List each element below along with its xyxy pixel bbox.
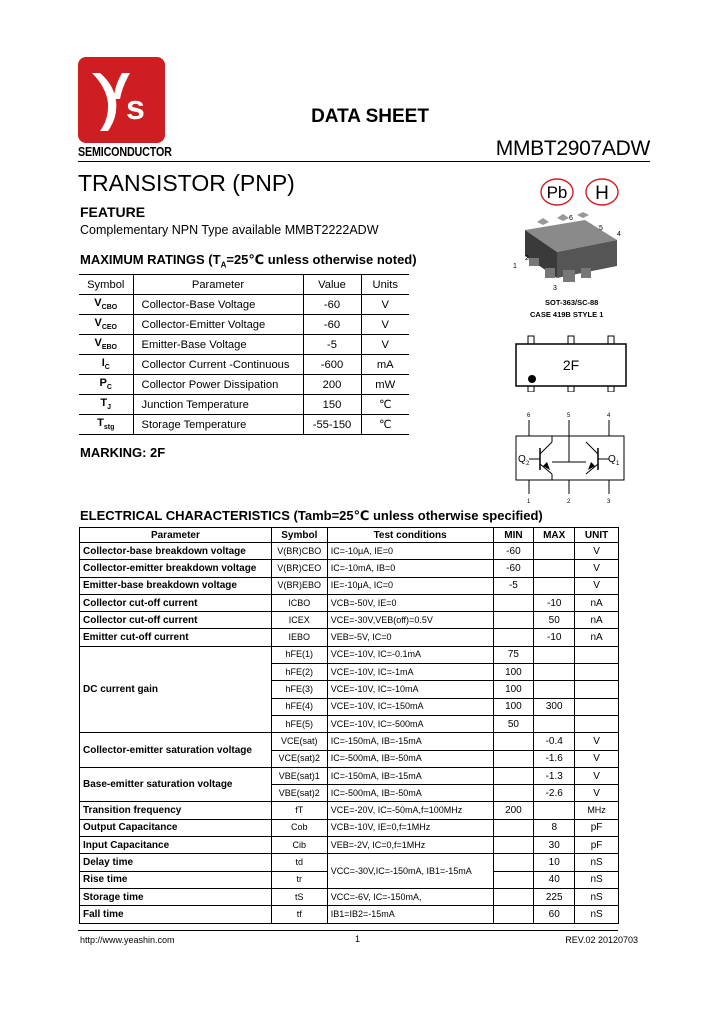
table-cell: VCE=-20V, IC=-50mA,f=100MHz xyxy=(327,802,493,819)
table-cell: 150 xyxy=(303,395,361,415)
table-row xyxy=(80,802,619,819)
table-cell: 225 xyxy=(534,888,575,905)
table-cell: VCB=-10V, IE=0,f=1MHz xyxy=(327,819,493,836)
table-cell: Collector cut-off current xyxy=(80,612,272,629)
table-cell: Storage time xyxy=(80,888,272,905)
table-row xyxy=(80,560,619,577)
table-cell: -5 xyxy=(493,577,534,594)
table-cell xyxy=(493,733,534,750)
table-cell xyxy=(575,646,619,663)
pb-text: Pb xyxy=(546,183,568,202)
table-cell: ICEX xyxy=(271,612,327,629)
table-cell: $P_C$ xyxy=(79,375,133,395)
table-cell xyxy=(534,664,575,681)
table-cell: V(BR)CEO xyxy=(271,560,327,577)
table-cell: IEBO xyxy=(271,629,327,646)
table-cell: 40 xyxy=(534,871,575,888)
table-cell xyxy=(575,664,619,681)
svg-text:4: 4 xyxy=(607,413,611,419)
table-row xyxy=(79,395,409,415)
svg-text:4: 4 xyxy=(617,231,621,238)
table-cell xyxy=(575,698,619,715)
table-cell: VCE(sat)2 xyxy=(271,750,327,767)
table-row xyxy=(79,295,409,315)
table-cell: Emitter-Base Voltage xyxy=(133,335,303,355)
table-cell: ℃ xyxy=(361,415,409,435)
table-cell: V xyxy=(575,560,619,577)
table-cell: Storage Temperature xyxy=(133,415,303,435)
svg-text:5: 5 xyxy=(567,413,571,419)
table-cell: 50 xyxy=(493,715,534,732)
page-title: TRANSISTOR (PNP) xyxy=(78,170,295,196)
table-row xyxy=(80,819,619,836)
table-cell: mW xyxy=(361,375,409,395)
svg-text:s: s xyxy=(126,89,145,127)
table-cell: Collector-Emitter Voltage xyxy=(133,315,303,335)
table-cell xyxy=(493,629,534,646)
table-cell: mA xyxy=(361,355,409,375)
table-cell: V xyxy=(575,577,619,594)
table-cell xyxy=(534,543,575,560)
table-cell: nA xyxy=(575,612,619,629)
max-ratings-table xyxy=(79,274,409,435)
table-cell: tS xyxy=(271,888,327,905)
svg-text:6: 6 xyxy=(569,215,573,222)
table-cell: VBE(sat)2 xyxy=(271,785,327,802)
table-cell: DC current gain xyxy=(80,646,272,732)
table-cell xyxy=(534,646,575,663)
table-cell: 100 xyxy=(493,681,534,698)
table-cell: 200 xyxy=(303,375,361,395)
table-cell xyxy=(534,577,575,594)
table-cell: 75 xyxy=(493,646,534,663)
table-cell xyxy=(534,560,575,577)
table-row xyxy=(79,355,409,375)
table-row xyxy=(80,612,619,629)
table-cell: tr xyxy=(271,871,327,888)
table-cell: 100 xyxy=(493,698,534,715)
table-cell: V xyxy=(361,315,409,335)
table-cell: tf xyxy=(271,906,327,923)
table-cell: V xyxy=(575,733,619,750)
table-cell: -1.6 xyxy=(534,750,575,767)
svg-text:5: 5 xyxy=(599,225,603,232)
table-row xyxy=(80,733,619,750)
table-cell: $V_{CBO}$ xyxy=(79,295,133,315)
table-cell: V(BR)CBO xyxy=(271,543,327,560)
table-cell: VCE=-10V, IC=-1mA xyxy=(327,664,493,681)
table-cell: VCB=-50V, IE=0 xyxy=(327,594,493,611)
table-cell: -60 xyxy=(493,543,534,560)
table-row xyxy=(80,646,619,663)
table-cell: V(BR)EBO xyxy=(271,577,327,594)
table-row xyxy=(79,335,409,355)
table-cell: Cob xyxy=(271,819,327,836)
table-row xyxy=(80,577,619,594)
table-cell: V xyxy=(575,543,619,560)
table-cell: Delay time xyxy=(80,854,272,871)
table-cell: 30 xyxy=(534,837,575,854)
table-cell: -1.3 xyxy=(534,767,575,784)
table-cell xyxy=(575,681,619,698)
table-row xyxy=(79,375,409,395)
rohs-badges xyxy=(530,176,650,212)
table-cell: hFE(4) xyxy=(271,698,327,715)
table-cell: Base-emitter saturation voltage xyxy=(80,767,272,802)
table-row xyxy=(80,528,619,543)
table-cell: nA xyxy=(575,629,619,646)
table-cell: 10 xyxy=(534,854,575,871)
table-cell: IC=-150mA, IB=-15mA xyxy=(327,767,493,784)
table-cell: MIN xyxy=(493,528,534,543)
marking-code: 2F xyxy=(562,357,580,373)
table-cell: $I_C$ xyxy=(79,355,133,375)
table-cell: Collector-emitter saturation voltage xyxy=(80,733,272,768)
table-cell xyxy=(493,750,534,767)
table-cell: nS xyxy=(575,854,619,871)
table-cell: Output Capacitance xyxy=(80,819,272,836)
table-cell: Collector Power Dissipation xyxy=(133,375,303,395)
table-cell: V xyxy=(575,750,619,767)
table-cell: nS xyxy=(575,871,619,888)
table-row xyxy=(80,543,619,560)
table-cell xyxy=(534,681,575,698)
table-cell: -10 xyxy=(534,594,575,611)
header-divider xyxy=(78,161,650,162)
svg-text:1: 1 xyxy=(527,499,531,504)
table-cell xyxy=(493,594,534,611)
table-cell: 100 xyxy=(493,664,534,681)
marking-diagram xyxy=(512,330,632,392)
table-cell: IC=-10mA, IB=0 xyxy=(327,560,493,577)
table-cell: Collector-Base Voltage xyxy=(133,295,303,315)
table-cell: -60 xyxy=(493,560,534,577)
table-cell: Transition frequency xyxy=(80,802,272,819)
table-cell: nS xyxy=(575,906,619,923)
table-cell: $T_{stg}$ xyxy=(79,415,133,435)
table-row xyxy=(80,629,619,646)
table-cell: -2.6 xyxy=(534,785,575,802)
table-cell: nS xyxy=(575,888,619,905)
table-row xyxy=(80,906,619,923)
table-cell: $T_J$ xyxy=(79,395,133,415)
table-row xyxy=(80,767,619,784)
package-name: SOT-363/SC-88 xyxy=(545,298,599,307)
table-cell: MAX xyxy=(534,528,575,543)
table-cell: IC=-500mA, IB=-50mA xyxy=(327,750,493,767)
table-cell xyxy=(493,767,534,784)
table-cell: -0.4 xyxy=(534,733,575,750)
table-cell: pF xyxy=(575,819,619,836)
table-cell: Symbol xyxy=(271,528,327,543)
electrical-heading: ELECTRICAL CHARACTERISTICS (Tamb=25℃ unless otherwise specified) xyxy=(80,508,543,523)
table-cell: 300 xyxy=(534,698,575,715)
table-cell: hFE(5) xyxy=(271,715,327,732)
table-cell: VCE=-30V,VEB(off)=0.5V xyxy=(327,612,493,629)
table-cell xyxy=(493,871,534,888)
table-cell: VCE=-10V, IC=-10mA xyxy=(327,681,493,698)
footer-url[interactable]: http://www.yeashin.com xyxy=(80,935,175,945)
table-row xyxy=(80,888,619,905)
table-cell: Collector Current -Continuous xyxy=(133,355,303,375)
table-cell: VBE(sat)1 xyxy=(271,767,327,784)
company-logo xyxy=(78,57,165,143)
schematic-diagram xyxy=(510,412,630,504)
table-cell: IC=-150mA, IB=-15mA xyxy=(327,733,493,750)
table-cell: td xyxy=(271,854,327,871)
max-ratings-heading: MAXIMUM RATINGS ($T_A=25℃$ unless otherwise noted) xyxy=(80,252,417,270)
doc-title: DATA SHEET xyxy=(311,106,429,127)
table-cell: 8 xyxy=(534,819,575,836)
marking-label: MARKING: 2F xyxy=(80,445,166,460)
table-cell: $V_{CEO}$ xyxy=(79,315,133,335)
table-cell: -5 xyxy=(303,335,361,355)
svg-text:2: 2 xyxy=(526,461,530,467)
table-row xyxy=(79,415,409,435)
table-cell xyxy=(534,802,575,819)
table-cell: Collector-base breakdown voltage xyxy=(80,543,272,560)
table-cell: ℃ xyxy=(361,395,409,415)
table-cell xyxy=(493,819,534,836)
table-cell: -10 xyxy=(534,629,575,646)
table-cell: Emitter cut-off current xyxy=(80,629,272,646)
svg-text:3: 3 xyxy=(607,499,611,504)
table-cell: VCE=-10V, IC=-150mA xyxy=(327,698,493,715)
table-cell: Rise time xyxy=(80,871,272,888)
electrical-table xyxy=(79,527,619,924)
feature-heading: FEATURE xyxy=(80,204,146,220)
company-name: SEMICONDUCTOR xyxy=(78,145,172,159)
table-cell: -60 xyxy=(303,315,361,335)
package-case: CASE 419B STYLE 1 xyxy=(530,310,604,319)
svg-text:1: 1 xyxy=(616,461,620,467)
table-cell: IC=-500mA, IB=-50mA xyxy=(327,785,493,802)
table-cell xyxy=(534,715,575,732)
table-cell: pF xyxy=(575,837,619,854)
table-cell: VCE(sat) xyxy=(271,733,327,750)
table-cell: -55-150 xyxy=(303,415,361,435)
table-cell xyxy=(493,785,534,802)
table-cell xyxy=(493,854,534,871)
svg-text:Q: Q xyxy=(518,454,526,465)
table-cell: hFE(3) xyxy=(271,681,327,698)
table-cell: -60 xyxy=(303,295,361,315)
svg-text:2: 2 xyxy=(525,255,529,262)
table-cell: fT xyxy=(271,802,327,819)
table-cell: 50 xyxy=(534,612,575,629)
table-cell xyxy=(493,888,534,905)
table-cell xyxy=(575,715,619,732)
table-cell: Collector cut-off current xyxy=(80,594,272,611)
table-cell: VEB=-2V, IC=0,f=1MHz xyxy=(327,837,493,854)
table-cell: Emitter-base breakdown voltage xyxy=(80,577,272,594)
table-cell: V xyxy=(575,767,619,784)
table-cell: Fall time xyxy=(80,906,272,923)
table-row xyxy=(79,315,409,335)
svg-text:1: 1 xyxy=(513,263,517,270)
svg-text:6: 6 xyxy=(527,413,531,419)
table-header-row: Symbol Parameter Value Units xyxy=(79,275,409,295)
table-cell: ICBO xyxy=(271,594,327,611)
table-cell: $V_{EBO}$ xyxy=(79,335,133,355)
table-cell: V xyxy=(361,295,409,315)
table-cell xyxy=(493,612,534,629)
table-cell: IC=-10μA, IE=0 xyxy=(327,543,493,560)
svg-text:3: 3 xyxy=(553,285,557,292)
table-cell: Junction Temperature xyxy=(133,395,303,415)
footer-divider xyxy=(78,930,618,931)
table-cell: VCE=-10V, IC=-0.1mA xyxy=(327,646,493,663)
table-cell: Input Capacitance xyxy=(80,837,272,854)
table-cell: IE=-10μA, IC=0 xyxy=(327,577,493,594)
table-cell: Cib xyxy=(271,837,327,854)
svg-text:Q: Q xyxy=(608,454,616,465)
table-cell: hFE(2) xyxy=(271,664,327,681)
table-cell: IB1=IB2=-15mA xyxy=(327,906,493,923)
part-number: MMBT2907ADW xyxy=(495,137,650,160)
table-cell: 200 xyxy=(493,802,534,819)
table-cell xyxy=(493,837,534,854)
table-cell: 60 xyxy=(534,906,575,923)
table-cell: Collector-emitter breakdown voltage xyxy=(80,560,272,577)
feature-text: Complementary NPN Type available MMBT2222ADW xyxy=(80,223,379,237)
package-3d-drawing xyxy=(505,212,630,298)
table-cell: V xyxy=(361,335,409,355)
table-cell: nA xyxy=(575,594,619,611)
table-cell: hFE(1) xyxy=(271,646,327,663)
table-cell: UNIT xyxy=(575,528,619,543)
table-cell: VCE=-10V, IC=-500mA xyxy=(327,715,493,732)
revision: REV.02 20120703 xyxy=(565,935,638,945)
table-cell: Parameter xyxy=(80,528,272,543)
h-text: H xyxy=(595,183,609,204)
table-row xyxy=(80,854,619,871)
table-cell: Test conditions xyxy=(327,528,493,543)
table-row xyxy=(80,594,619,611)
table-cell: V xyxy=(575,785,619,802)
table-cell: VCC=-30V,IC=-150mA, IB1=-15mA xyxy=(327,854,493,889)
table-cell: VEB=-5V, IC=0 xyxy=(327,629,493,646)
table-cell: -600 xyxy=(303,355,361,375)
table-row xyxy=(80,837,619,854)
table-cell xyxy=(493,906,534,923)
table-cell: MHz xyxy=(575,802,619,819)
page-number: 1 xyxy=(355,934,361,944)
table-cell: VCC=-6V, IC=-150mA, xyxy=(327,888,493,905)
svg-text:2: 2 xyxy=(567,499,571,504)
